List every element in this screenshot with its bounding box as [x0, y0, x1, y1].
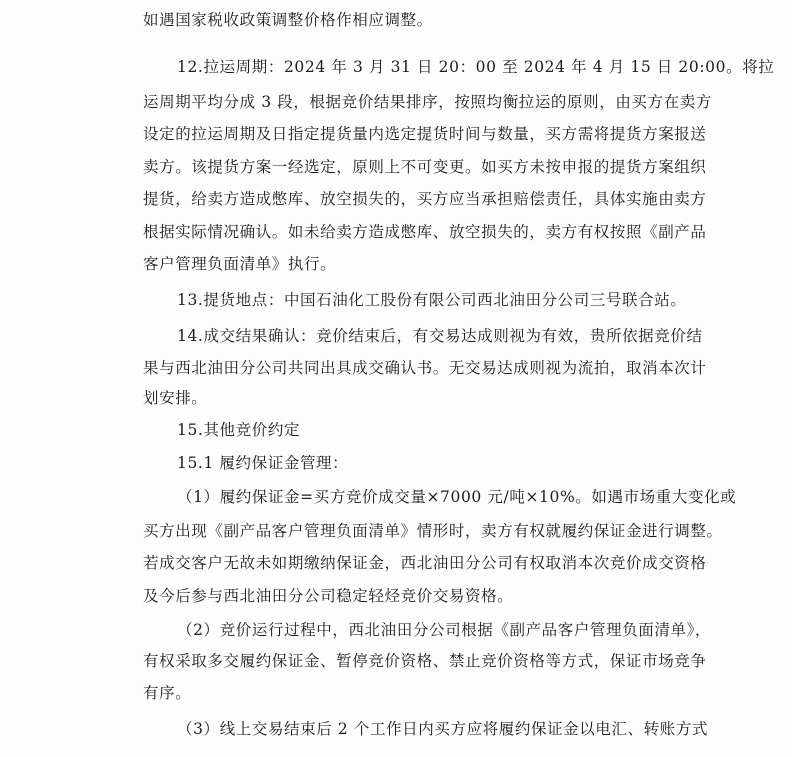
text-line: 运周期平均分成 3 段，根据竞价结果排序，按照均衡拉运的原则，由买方在卖方: [143, 93, 712, 111]
text-line: 13.提货地点：中国石油化工股份有限公司西北油田分公司三号联合站。: [177, 291, 687, 309]
text-line: 提货，给卖方造成憋库、放空损失的，买方应当承担赔偿责任，具体实施由卖方: [143, 190, 707, 208]
text-line: 卖方。该提货方案一经选定，原则上不可变更。如买方未按申报的提货方案组织: [143, 158, 707, 176]
text-line: 买方出现《副产品客户管理负面清单》情形时，卖方有权就履约保证金进行调整。: [143, 522, 723, 540]
text-line: 有序。: [143, 684, 192, 702]
text-line: 及今后参与西北油田分公司稳定轻烃竞价交易资格。: [143, 587, 514, 605]
section-heading: 15.其他竞价约定: [177, 421, 301, 439]
text-line: 设定的拉运周期及日指定提货量内选定提货时间与数量，买方需将提货方案报送: [143, 125, 707, 143]
text-line: 若成交客户无故未如期缴纳保证金，西北油田分公司有权取消本次竞价成交资格: [143, 554, 707, 572]
text-line: 如遇国家税收政策调整价格作相应调整。: [143, 11, 433, 29]
text-line: 客户管理负面清单》执行。: [143, 255, 337, 273]
text-line: 有权采取多交履约保证金、暂停竞价资格、禁止竞价资格等方式，保证市场竞争: [143, 652, 707, 670]
section-heading: 15.1 履约保证金管理：: [177, 454, 349, 472]
text-line: （2）竞价运行过程中，西北油田分公司根据《副产品客户管理负面清单》，: [177, 621, 712, 639]
text-line: （3）线上交易结束后 2 个工作日内买方应将履约保证金以电汇、转账方式: [177, 720, 709, 738]
text-line: （1）履约保证金=买方竞价成交量×7000 元/吨×10%。如遇市场重大变化或: [177, 488, 737, 506]
text-line: 12.拉运周期：2024 年 3 月 31 日 20：00 至 2024 年 4 月 15 日 20:00。将拉: [177, 58, 775, 76]
text-line: 根据实际情况确认。如未给卖方造成憋库、放空损失的，卖方有权按照《副产品: [143, 223, 707, 241]
text-line: 果与西北油田分公司共同出具成交确认书。无交易达成则视为流拍，取消本次计: [143, 359, 707, 377]
text-line: 划安排。: [143, 389, 208, 407]
text-line: 14.成交结果确认：竞价结束后，有交易达成则视为有效，贵所依据竞价结: [177, 327, 703, 345]
